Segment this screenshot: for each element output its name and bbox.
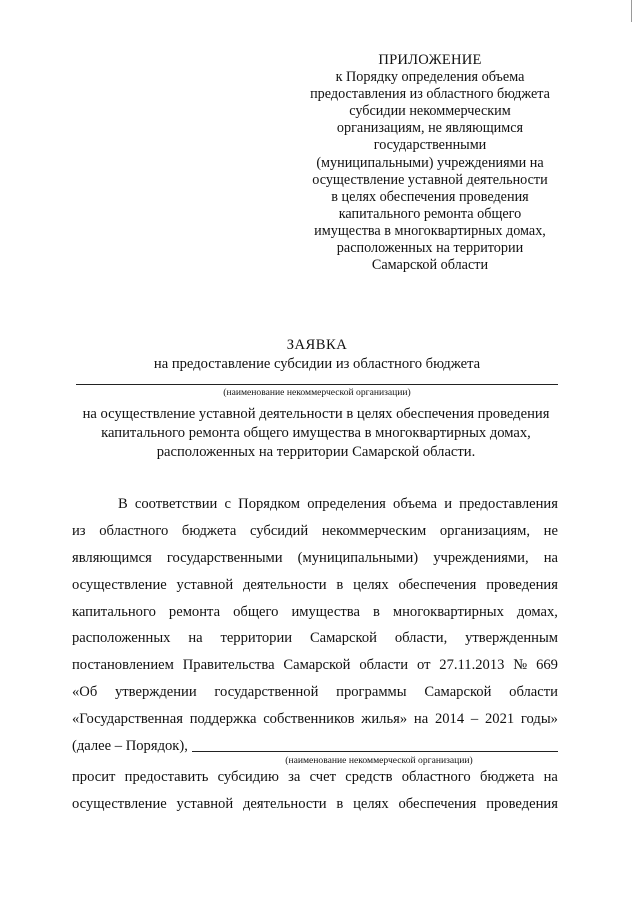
- word: 27.11.2013: [439, 657, 505, 674]
- word: на: [413, 711, 429, 728]
- body-last-line-prefix: (далее – Порядок),: [72, 738, 188, 754]
- word: утверждении: [115, 684, 197, 701]
- word: домах,: [516, 603, 558, 620]
- word: деятельности: [242, 796, 327, 812]
- word: проведения: [486, 796, 558, 812]
- word: бюджета: [479, 769, 535, 785]
- word: областного: [401, 769, 471, 785]
- word: субсидию: [217, 769, 279, 785]
- body-line: [72, 679, 558, 706]
- word: 2014: [434, 711, 465, 728]
- word: В: [118, 496, 128, 512]
- scan-edge-mark: [631, 0, 632, 22]
- word: осуществление: [72, 796, 167, 812]
- purpose-line: капитального ремонта общего имущества в многоквартирных домах,: [101, 425, 531, 441]
- word: Правительства: [182, 657, 275, 674]
- word: целях: [353, 576, 389, 593]
- word: целях: [353, 796, 389, 812]
- word: объема: [393, 496, 438, 512]
- word: жилья»: [361, 711, 408, 728]
- word: в: [336, 576, 344, 593]
- body-line: [72, 625, 558, 652]
- purpose-block: [66, 405, 566, 462]
- word: (муниципальными): [297, 549, 419, 566]
- document-subtitle: на предоставление субсидии из областного бюджета: [153, 356, 481, 372]
- body-continuation: [72, 764, 558, 818]
- appendix-line: государственными: [373, 137, 487, 154]
- word: Порядком: [238, 496, 301, 512]
- organization-name-hint-2: (наименование некоммерческой организации): [285, 755, 473, 766]
- word: некоммерческим: [321, 522, 427, 539]
- purpose-line: расположенных на территории Самарской области.: [156, 444, 476, 460]
- word: проведения: [486, 576, 558, 593]
- word: организациям,: [439, 522, 530, 539]
- word: постановлением: [72, 657, 174, 674]
- word: Самарской: [309, 630, 377, 647]
- word: предоставить: [124, 769, 209, 785]
- word: годы»: [520, 711, 558, 728]
- word: в: [372, 603, 380, 620]
- word: обеспечения: [398, 796, 477, 812]
- body-line: [72, 599, 558, 626]
- word: в: [336, 796, 344, 812]
- word: «Об: [72, 684, 98, 701]
- word: ремонта: [168, 603, 221, 620]
- word: государственными: [166, 549, 283, 566]
- body-line: [72, 652, 558, 679]
- word: с: [224, 496, 231, 512]
- word: от: [416, 657, 431, 674]
- word: на: [543, 549, 558, 566]
- word: Самарской: [424, 684, 492, 701]
- organization-name-field-2[interactable]: [192, 751, 558, 752]
- word: 669: [536, 657, 558, 674]
- word: области: [359, 657, 409, 674]
- appendix-line: предоставления из областного бюджета: [310, 86, 550, 103]
- word: Самарской: [283, 657, 351, 674]
- appendix-line: (муниципальными) учреждениями на: [316, 154, 544, 171]
- appendix-line: капитального ремонта общего: [338, 205, 522, 222]
- word: 2021: [484, 711, 515, 728]
- word: областного: [99, 522, 169, 539]
- body-line: [72, 491, 558, 518]
- appendix-line: расположенных на территории: [336, 240, 524, 257]
- body-line: [72, 572, 558, 599]
- appendix-line: осуществление уставной деятельности: [312, 171, 548, 188]
- word: соответствии: [134, 496, 218, 512]
- appendix-line: организациям, не являющимся: [336, 120, 524, 137]
- body-line: [72, 706, 558, 733]
- word: субсидий: [250, 522, 309, 539]
- word: и: [444, 496, 452, 512]
- word: территории: [220, 630, 293, 647]
- word: государственной: [214, 684, 319, 701]
- body-line: [72, 764, 558, 791]
- word: на: [543, 769, 558, 785]
- word: собственников: [263, 711, 355, 728]
- word: утвержденным: [465, 630, 558, 647]
- word: средств: [345, 769, 393, 785]
- purpose-line: на осуществление уставной деятельности в целях обеспечения проведения: [82, 406, 550, 422]
- appendix-header: [298, 52, 562, 274]
- word: из: [72, 522, 86, 539]
- appendix-title: ПРИЛОЖЕНИЕ: [378, 52, 482, 68]
- appendix-line: в целях обеспечения проведения: [331, 188, 529, 205]
- appendix-line: к Порядку определения объема: [335, 69, 525, 86]
- word: на: [188, 630, 203, 647]
- word: области: [509, 684, 558, 701]
- word: многоквартирных: [392, 603, 504, 620]
- word: уставной: [176, 796, 234, 812]
- word: предоставления: [459, 496, 558, 512]
- word: «Государственная: [72, 711, 183, 728]
- word: общего: [233, 603, 279, 620]
- appendix-line: Самарской области: [371, 257, 489, 274]
- word: области,: [394, 630, 448, 647]
- body-line: [72, 545, 558, 572]
- word: определения: [307, 496, 386, 512]
- word: программы: [336, 684, 407, 701]
- word: учреждениями,: [433, 549, 529, 566]
- word: обеспечения: [398, 576, 477, 593]
- word: расположенных: [72, 630, 171, 647]
- word: №: [513, 657, 528, 674]
- appendix-line: имущества в многоквартирных домах,: [314, 222, 546, 239]
- word: являющимся: [72, 549, 152, 566]
- word: капитального: [72, 603, 156, 620]
- word: деятельности: [242, 576, 327, 593]
- word: просит: [72, 769, 116, 785]
- organization-name-field[interactable]: [76, 384, 558, 385]
- word: уставной: [176, 576, 234, 593]
- body-paragraph: [72, 491, 558, 760]
- body-line: [72, 518, 558, 545]
- word: за: [288, 769, 301, 785]
- word: поддержка: [189, 711, 257, 728]
- document-title: ЗАЯВКА: [286, 337, 348, 353]
- word: имущества: [291, 603, 360, 620]
- word: –: [470, 711, 479, 728]
- appendix-line: субсидии некоммерческим: [349, 103, 511, 120]
- word: счет: [309, 769, 336, 785]
- word: не: [543, 522, 558, 539]
- word: осуществление: [72, 576, 167, 593]
- organization-name-hint: (наименование некоммерческой организации): [223, 387, 411, 398]
- word: бюджета: [181, 522, 237, 539]
- body-line: [72, 791, 558, 818]
